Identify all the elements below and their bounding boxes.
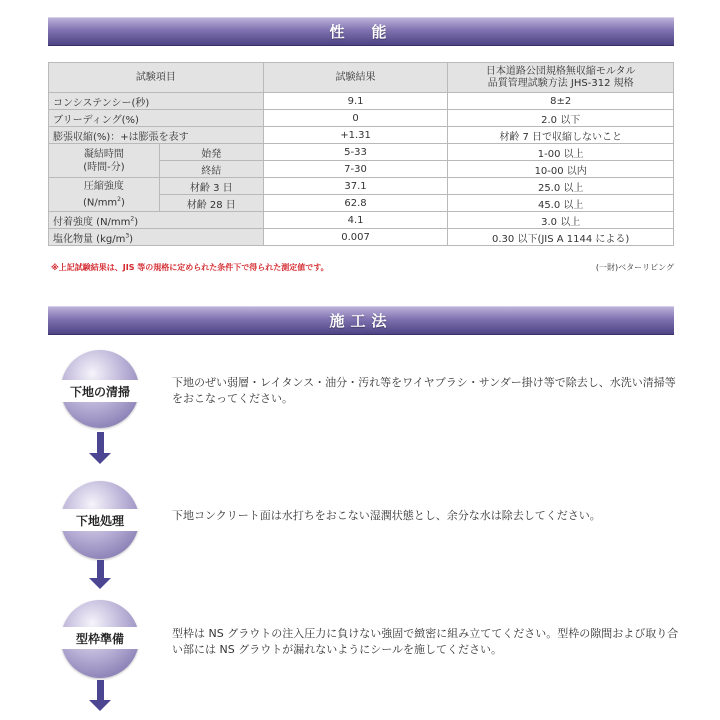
standard-expansion: 材齢 7 日で収縮しないこと	[448, 127, 674, 144]
row-label-final-set: 終結	[159, 161, 263, 178]
performance-table	[48, 62, 674, 246]
result-expansion: +1.31	[263, 127, 448, 144]
step-2-description: 下地コンクリート面は水打ちをおこない湿潤状態とし、余分な水は除去してください。	[172, 509, 601, 522]
performance-banner	[48, 17, 674, 46]
group-compressive-strength	[49, 178, 160, 212]
step-3-arrow-shaft	[97, 680, 104, 700]
bond-label-text: 付着強度 (N/mm	[53, 216, 131, 228]
group-setting-time	[49, 144, 160, 178]
bond-label-close: )	[134, 216, 139, 228]
method-banner	[48, 306, 674, 335]
standard-initial-set: 1-00 以上	[448, 144, 674, 161]
result-bleeding: 0	[263, 110, 448, 127]
standard-age-3d: 25.0 以上	[448, 178, 674, 195]
chloride-label-close: )	[129, 233, 134, 245]
header-standard	[448, 63, 674, 93]
result-age-28d: 62.8	[263, 195, 448, 212]
table-row	[49, 144, 674, 161]
row-label-chloride	[49, 229, 264, 246]
step-3-title: 型枠準備	[55, 627, 145, 649]
source-credit: (一財)ベターリビング	[595, 263, 674, 272]
group-setting-time-line2: (時間-分)	[83, 161, 125, 173]
step-1-title: 下地の清掃	[55, 380, 145, 402]
down-arrow-icon	[89, 700, 111, 711]
compressive-unit-sup: 2	[117, 195, 121, 203]
table-row	[49, 212, 674, 229]
down-arrow-icon	[89, 453, 111, 464]
method-banner-title: 施工法	[329, 312, 393, 330]
group-compressive-line1: 圧縮強度	[83, 180, 124, 192]
chloride-label-text: 塩化物量 (kg/m	[53, 233, 126, 245]
result-age-3d: 37.1	[263, 178, 448, 195]
header-test-result: 試験結果	[263, 63, 448, 93]
standard-consistency: 8±2	[448, 93, 674, 110]
header-standard-line2: 品質管理試験方法 JHS-312 規格	[487, 77, 634, 89]
chloride-label-sup: 3	[125, 232, 130, 240]
standard-age-28d: 45.0 以上	[448, 195, 674, 212]
standard-chloride: 0.30 以下(JIS A 1144 による)	[448, 229, 674, 246]
table-header-row	[49, 63, 674, 93]
table-row	[49, 178, 674, 195]
standard-bleeding: 2.0 以下	[448, 110, 674, 127]
header-standard-line1: 日本道路公団規格無収縮モルタル	[485, 65, 636, 77]
compressive-unit-close: )	[121, 197, 125, 209]
step-1-arrow-shaft	[97, 432, 104, 453]
result-chloride: 0.007	[263, 229, 448, 246]
step-2-arrow-shaft	[97, 560, 104, 578]
bond-label-sup: 2	[130, 215, 135, 223]
compressive-unit: (N/mm	[82, 197, 118, 209]
result-final-set: 7-30	[263, 161, 448, 178]
result-bond: 4.1	[263, 212, 448, 229]
result-consistency: 9.1	[263, 93, 448, 110]
row-label-consistency: コンシステンシー(秒)	[49, 93, 264, 110]
group-setting-time-line1: 凝結時間	[83, 148, 124, 160]
row-label-bond	[49, 212, 264, 229]
table-row	[49, 127, 674, 144]
standard-final-set: 10-00 以内	[448, 161, 674, 178]
row-label-age-3d: 材齢 3 日	[159, 178, 263, 195]
row-label-age-28d: 材齢 28 日	[159, 195, 263, 212]
step-3-description: 型枠は NS グラウトの注入圧力に負けない強固で緻密に組み立ててください。型枠の隙間および取り合い部には NS グラウトが漏れないようにシールを施してください。	[172, 627, 679, 656]
table-row	[49, 110, 674, 127]
row-label-expansion: 膨張収縮(%)：+は膨張を表す	[49, 127, 264, 144]
performance-banner-title: 性 能	[329, 23, 393, 41]
header-test-item: 試験項目	[49, 63, 264, 93]
step-1-description: 下地のぜい弱層・レイタンス・油分・汚れ等をワイヤブラシ・サンダー掛け等で除去し、水洗い清掃等をおこなってください。	[172, 376, 676, 405]
table-row	[49, 229, 674, 246]
table-row	[49, 93, 674, 110]
standard-bond: 3.0 以上	[448, 212, 674, 229]
row-label-bleeding: ブリーディング(%)	[49, 110, 264, 127]
group-compressive-line2	[53, 193, 155, 209]
down-arrow-icon	[89, 578, 111, 589]
step-2-title: 下地処理	[55, 509, 145, 531]
result-initial-set: 5-33	[263, 144, 448, 161]
row-label-initial-set: 始発	[159, 144, 263, 161]
test-result-note: ※上記試験結果は、JIS 等の規格に定められた条件下で得られた測定値です。	[51, 263, 329, 272]
